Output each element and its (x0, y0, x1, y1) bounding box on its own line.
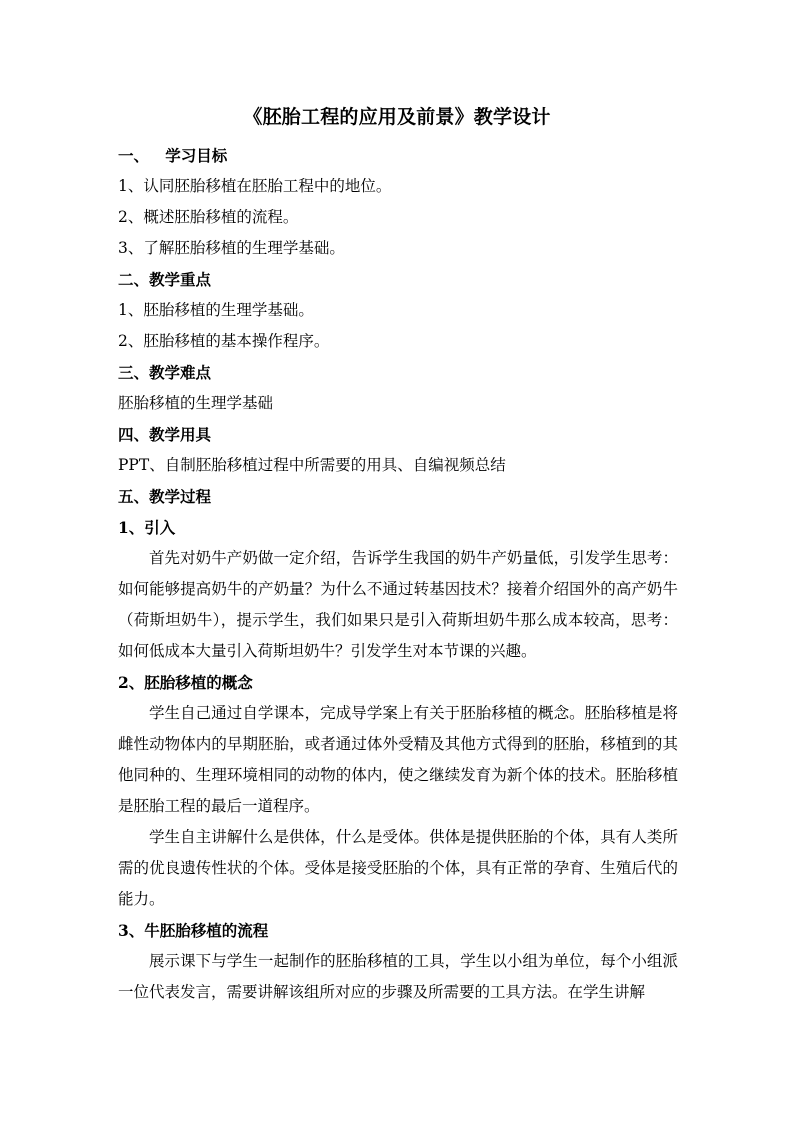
list-item: 1、认同胚胎移植在胚胎工程中的地位。 (118, 177, 392, 195)
paragraph: 学生自主讲解什么是供体，什么是受体。供体是提供胚胎的个体，具有人类所需的优良遗传性状的个体。受体是接受胚胎的个体，具有正常的孕育、生殖后代的能力。 (118, 828, 678, 908)
list-item: 2、概述胚胎移植的流程。 (118, 208, 299, 226)
section-heading-difficulties: 三、教学难点 (118, 363, 212, 382)
subsection-heading-intro: 1、引入 (118, 518, 176, 537)
section-text: PPT、自制胚胎移植过程中所需要的用具、自编视频总结 (118, 456, 506, 474)
list-item: 2、胚胎移植的基本操作程序。 (118, 332, 330, 350)
section-heading-teaching-process: 五、教学过程 (118, 487, 212, 506)
paragraph: 展示课下与学生一起制作的胚胎移植的工具，学生以小组为单位，每个小组派一位代表发言，需要讲解该组所对应的步骤及所需要的工具方法。在学生讲解 (118, 952, 678, 1001)
section-heading-teaching-tools: 四、教学用具 (118, 425, 212, 444)
list-item: 3、了解胚胎移植的生理学基础。 (118, 239, 345, 257)
section-heading-key-points: 二、教学重点 (118, 270, 212, 289)
section-heading-learning-goals: 一、 学习目标 (118, 146, 228, 165)
document-title: 《胚胎工程的应用及前景》教学设计 (243, 106, 551, 128)
document-body (118, 140, 678, 1008)
paragraph: 学生自己通过自学课本，完成导学案上有关于胚胎移植的概念。胚胎移植是将雌性动物体内的早期胚胎，或者通过体外受精及其他方式得到的胚胎，移植到的其他同种的、生理环境相同的动物的体内，使之继续发育为新个体的技术。胚胎移植是胚胎工程的最后一道程序。 (118, 704, 678, 815)
subsection-heading-process: 3、牛胚胎移植的流程 (118, 921, 269, 940)
paragraph: 首先对奶牛产奶做一定介绍，告诉学生我国的奶牛产奶量低，引发学生思考：如何能够提高奶牛的产奶量？为什么不通过转基因技术？接着介绍国外的高产奶牛（荷斯坦奶牛），提示学生，我们如果只是引入荷斯坦奶牛那么成本较高，思考：如何低成本大量引入荷斯坦奶牛？引发学生对本节课的兴趣。 (118, 549, 678, 660)
section-text: 胚胎移植的生理学基础 (118, 394, 274, 412)
list-item: 1、胚胎移植的生理学基础。 (118, 301, 314, 319)
subsection-heading-concept: 2、胚胎移植的概念 (118, 673, 253, 692)
